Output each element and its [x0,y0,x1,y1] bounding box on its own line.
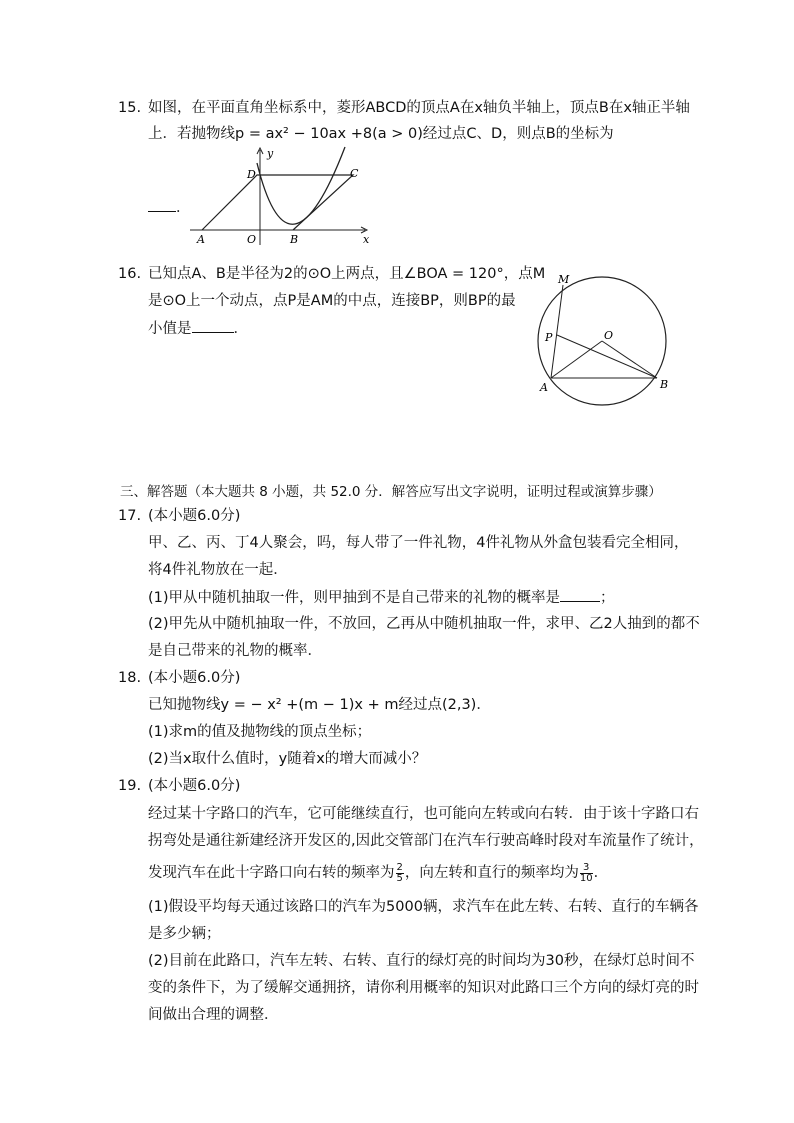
q17-sub2b: 是自己带来的礼物的概率． [148,643,322,659]
q19-p3-b: ，向左转和直行的频率均为 [404,865,579,881]
q15-line1: 如图，在平面直角坐标系中，菱形ABCD的顶点A在x轴负半轴上，顶点B在x轴正半轴 [148,100,690,116]
q19-number: 19. [118,778,142,794]
q19-sub2a: (2)目前在此路口，汽车左转、右转、直行的绿灯亮的时间均为30秒，在绿灯总时间不 [148,953,695,969]
q18-sub2: (2)当x取什么值时，y随着x的增大而减小？ [148,751,427,767]
q17-sub1-text: (1)甲从中随机抽取一件，则甲抽到不是自己带来的礼物的概率是 [148,590,561,606]
q19-frac2-den: 10 [579,872,593,884]
q15-fig-label-C: C [350,167,359,180]
q16-answer-blank [192,318,234,333]
q19-fraction-right [396,863,404,884]
q15-number: 15. [118,100,142,116]
section3-heading: 三、解答题（本大题共 8 小题，共 52.0 分．解答应写出文字说明，证明过程或演算步骤） [120,484,662,500]
q16-line3 [148,318,248,339]
q19-fraction-left-straight [580,863,593,884]
q15-fig-label-B: B [290,233,299,246]
q19-sub1a: (1)假设平均每天通过该路口的汽车为5000辆，求汽车在此左转、右转、直行的车辆各 [148,899,699,915]
q16-number: 16. [118,266,142,282]
q18-score: (本小题6.0分) [148,670,241,686]
q19-frac2-num: 3 [580,863,593,874]
q16-line3-pre: 小值是 [148,321,192,337]
q19-frac1-den: 5 [396,872,403,884]
q17-p1: 甲、乙、丙、丁4人聚会，吗，每人带了一件礼物，4件礼物从外盒包装看完全相同， [148,535,689,551]
q19-sub2b: 变的条件下，为了缓解交通拥挤，请你利用概率的知识对此路口三个方向的绿灯亮的时 [148,980,699,996]
q15-fig-label-O: O [247,233,257,246]
q18-sub1: (1)求m的值及抛物线的顶点坐标； [148,724,372,740]
q15-end-punct: ． [176,200,191,216]
q16-fig-label-B: B [660,378,669,391]
q17-sub1-post: ； [600,590,615,606]
q19-sub1b: 是多少辆； [148,926,221,942]
q16-fig-label-M: M [558,273,570,286]
q19-score: (本小题6.0分) [148,778,241,794]
q15-figure [185,145,380,250]
q19-p3-c: ． [593,865,609,881]
q19-p1: 经过某十字路口的汽车，它可能继续直行，也可能向左转或向右转．由于该十字路口右 [148,806,699,822]
q16-line1: 已知点A、B是半径为2的⊙O上两点，且∠BOA = 120°，点M [148,266,546,282]
q15-fig-label-D: D [247,168,256,181]
q17-p2: 将4件礼物放在一起． [148,562,288,578]
q19-frac1-num: 2 [396,861,403,873]
q15-fig-label-y: y [267,147,274,160]
q19-p3-a: 发现汽车在此十字路口向右转的频率为 [148,865,395,881]
q15-fig-label-x: x [363,233,370,246]
q16-fig-label-A: A [540,381,548,394]
q17-sub2a: (2)甲先从中随机抽取一件，不放回，乙再从中随机抽取一件，求甲、乙2人抽到的都不 [148,616,700,632]
q18-number: 18. [118,670,142,686]
q17-answer-blank [560,587,600,602]
q16-line2: 是⊙O上一个动点，点P是AM的中点，连接BP，则BP的最 [148,293,516,309]
q17-sub1 [148,587,615,608]
q15-line2: 上．若抛物线p = ax² − 10ax +8(a > 0)经过点C、D，则点B的坐标为 [148,126,614,142]
q18-p1: 已知抛物线y = − x² +(m − 1)x + m经过点(2,3)． [148,697,491,713]
q19-sub2c: 间做出合理的调整． [148,1007,279,1023]
q17-score: (本小题6.0分) [148,508,241,524]
q15-fig-label-A: A [197,233,205,246]
q19-p3 [148,860,608,886]
q16-figure [530,265,680,415]
q17-number: 17. [118,508,142,524]
q15-answer-blank [148,197,176,212]
q16-fig-label-P: P [545,331,553,344]
q16-line3-post: ． [233,321,248,337]
q19-p2: 拐弯处是通往新建经济开发区的,因此交管部门在汽车行驶高峰时段对车流量作了统计， [148,833,704,849]
q16-fig-label-O: O [604,329,614,342]
